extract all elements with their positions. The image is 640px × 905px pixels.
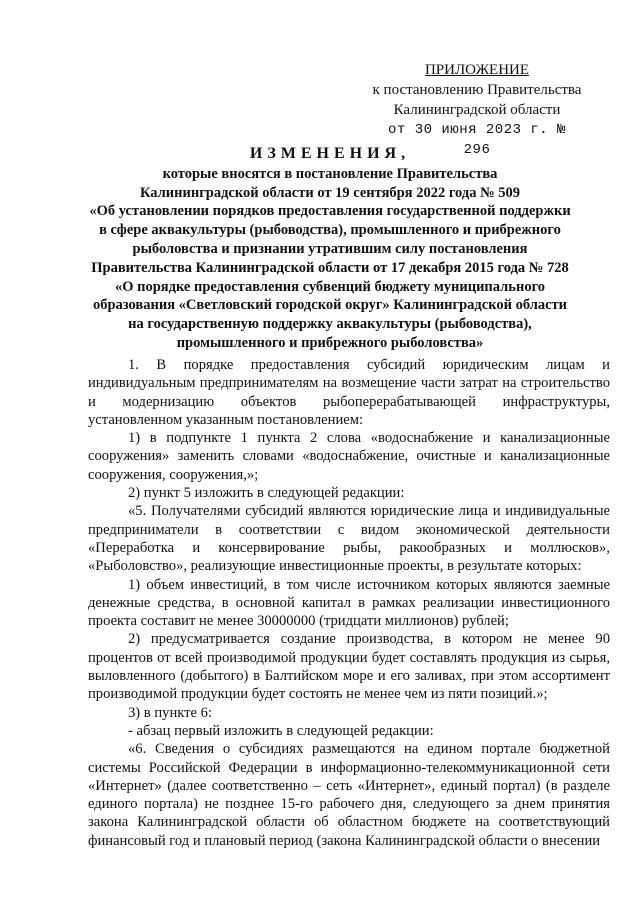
- title-line: которые вносятся в постановление Правительства: [162, 165, 498, 182]
- paragraph: 3) в пункте 6:: [128, 704, 213, 721]
- paragraph: 2) предусматривается создание производства, в котором не менее 90 процентов от всей производимой продукции будет составлять продукция из сырья, выловленного (добытого) в Балтийском море и его заливах, при этом ассортимент производимой продукции будет состоять не менее чем из пяти позиций.»;: [88, 631, 610, 703]
- paragraph: «6. Сведения о субсидиях размещаются на едином портале бюджетной системы Российской Федерации в информационно-телекоммуникационной сети «Интернет» (далее соответственно – сеть «Интернет», единый портал) (в разделе единого портала) не позднее 15-го рабочего дня, следующего за днем принятия закона Калининградской области об областном бюджете на соответствующий финансовый год и плановый период (закона Калининградской области о внесении: [88, 741, 610, 849]
- title-line: рыболовства и признании утратившим силу постановления: [132, 240, 528, 257]
- paragraph: 1. В порядке предоставления субсидий юридическим лицам и индивидуальным предпринимателям на возмещение части затрат на строительство и модернизацию объектов рыбоперерабатывающей инфраструктуры, установленном указанным постановлением:: [88, 357, 610, 428]
- paragraph: 1) в подпункте 1 пункта 2 слова «водоснабжение и канализационные сооружения» заменить словами «водоснабжение, очистные и канализационные сооружения, сооружения,»;: [88, 430, 610, 483]
- title-line: «Об установлении порядков предоставления государственной поддержки: [89, 203, 571, 220]
- appendix-caption: ПРИЛОЖЕНИЕ: [424, 62, 530, 78]
- appendix-date: от 30 июня 2023 г. № 296: [387, 122, 567, 158]
- appendix-line-1: к постановлению Правительства: [372, 82, 582, 98]
- appendix-line-2: Калининградской области: [393, 102, 561, 118]
- title-line: в сфере аквакультуры (рыбоводства), промышленного и прибрежного: [99, 222, 561, 239]
- title-line: на государственную поддержку аквакультуры (рыбоводства),: [128, 316, 532, 333]
- paragraph: 1) объем инвестиций, в том числе источником которых являются заемные денежные средства, в основной капитал в рамках реализации инвестиционного проекта составит не менее 30000000 (тридцати миллионов) рублей;: [88, 576, 610, 630]
- document-title: [80, 145, 580, 353]
- paragraph: - абзац первый изложить в следующей редакции:: [128, 722, 434, 739]
- title-heading: ИЗМЕНЕНИЯ,: [249, 145, 411, 162]
- title-line: промышленного и прибрежного рыболовства»: [176, 334, 484, 351]
- document-body: [88, 356, 610, 850]
- title-line: образования «Светловский городской округ» Калининградской области: [92, 297, 568, 314]
- paragraph: «5. Получателями субсидий являются юридические лица и индивидуальные предприниматели в соответствии с видом экономической деятельности «Переработка и консервирование рыбы, ракообразных и моллюсков», «Рыболовство», реализующие инвестиционные проекты, в результате которых:: [88, 503, 610, 575]
- paragraph: 2) пункт 5 изложить в следующей редакции:: [128, 485, 405, 502]
- title-line: Правительства Калининградской области от 17 декабря 2015 года № 728: [91, 259, 569, 276]
- title-line: Калининградской области от 19 сентября 2022 года № 509: [139, 184, 521, 201]
- title-line: «О порядке предоставления субвенций бюджету муниципального: [114, 278, 546, 295]
